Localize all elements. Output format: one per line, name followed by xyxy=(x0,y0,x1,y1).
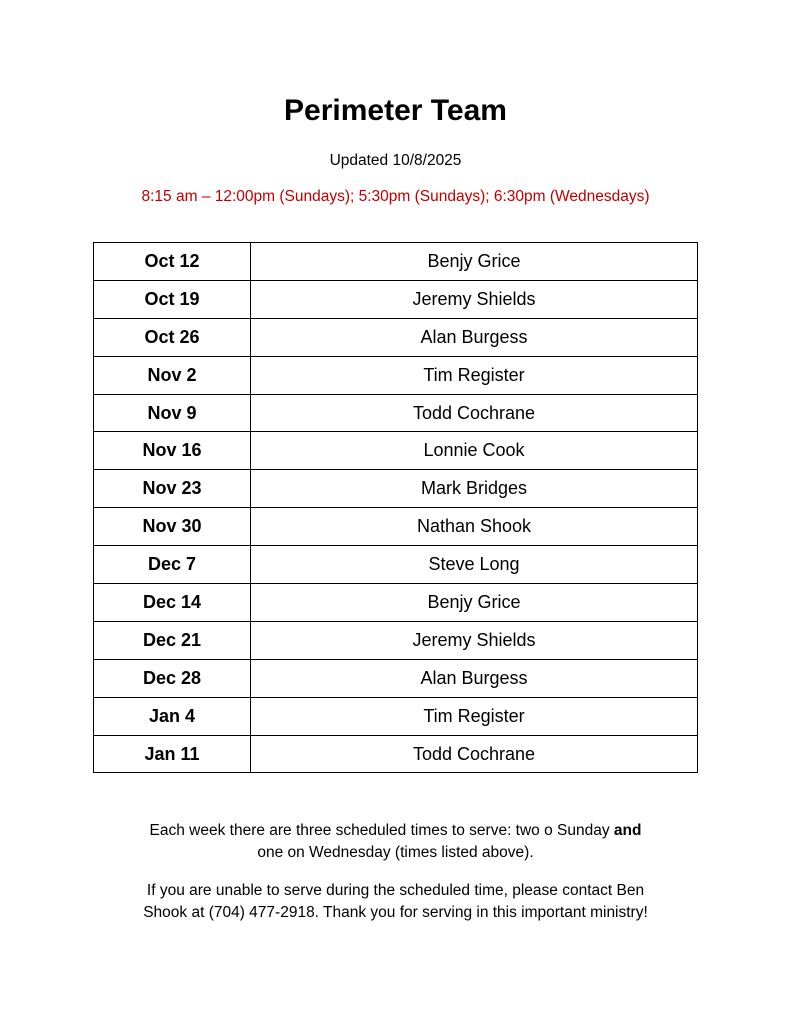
schedule-date: Nov 30 xyxy=(94,508,251,546)
table-row xyxy=(94,394,698,432)
schedule-date: Nov 16 xyxy=(94,432,251,470)
table-row xyxy=(94,508,698,546)
schedule-date: Nov 23 xyxy=(94,470,251,508)
schedule-date: Dec 14 xyxy=(94,584,251,622)
schedule-name: Alan Burgess xyxy=(251,318,698,356)
table-row xyxy=(94,735,698,773)
serving-note-text: Each week there are three scheduled times to serve: two o Sunday xyxy=(149,822,614,839)
contact-note xyxy=(0,880,791,924)
schedule-name: Benjy Grice xyxy=(251,584,698,622)
table-row xyxy=(94,318,698,356)
schedule-date: Dec 7 xyxy=(94,546,251,584)
table-row xyxy=(94,659,698,697)
schedule-name: Tim Register xyxy=(251,697,698,735)
schedule-table-body xyxy=(94,243,698,773)
serving-note-emphasis: and xyxy=(613,822,642,839)
schedule-date: Jan 4 xyxy=(94,697,251,735)
schedule-name: Mark Bridges xyxy=(251,470,698,508)
contact-note-line-2: Shook at (704) 477-2918. Thank you for serving in this important ministry! xyxy=(143,904,648,921)
schedule-name: Lonnie Cook xyxy=(251,432,698,470)
schedule-name: Alan Burgess xyxy=(251,659,698,697)
schedule-name: Jeremy Shields xyxy=(251,621,698,659)
schedule-name: Benjy Grice xyxy=(251,243,698,281)
table-row xyxy=(94,470,698,508)
schedule-date: Jan 11 xyxy=(94,735,251,773)
table-row xyxy=(94,697,698,735)
table-row xyxy=(94,584,698,622)
schedule-name: Nathan Shook xyxy=(251,508,698,546)
schedule-name: Todd Cochrane xyxy=(251,735,698,773)
schedule-date: Oct 19 xyxy=(94,280,251,318)
serving-note xyxy=(0,820,791,864)
table-row xyxy=(94,432,698,470)
schedule-date: Nov 9 xyxy=(94,394,251,432)
table-row xyxy=(94,621,698,659)
page-title: Perimeter Team xyxy=(284,94,507,127)
schedule-date: Oct 26 xyxy=(94,318,251,356)
table-row xyxy=(94,356,698,394)
updated-date: Updated 10/8/2025 xyxy=(329,152,462,169)
schedule-date: Dec 21 xyxy=(94,621,251,659)
table-row xyxy=(94,546,698,584)
schedule-date: Dec 28 xyxy=(94,659,251,697)
service-times: 8:15 am – 12:00pm (Sundays); 5:30pm (Sundays); 6:30pm (Wednesdays) xyxy=(141,188,650,205)
table-row xyxy=(94,280,698,318)
schedule-date: Oct 12 xyxy=(94,243,251,281)
contact-note-line-1: If you are unable to serve during the scheduled time, please contact Ben xyxy=(146,882,645,899)
serving-note-line-1 xyxy=(0,820,791,842)
schedule-name: Steve Long xyxy=(251,546,698,584)
schedule-name: Tim Register xyxy=(251,356,698,394)
schedule-table xyxy=(93,242,698,773)
schedule-name: Todd Cochrane xyxy=(251,394,698,432)
schedule-date: Nov 2 xyxy=(94,356,251,394)
table-row xyxy=(94,243,698,281)
serving-note-line-2: one on Wednesday (times listed above). xyxy=(257,844,534,861)
schedule-name: Jeremy Shields xyxy=(251,280,698,318)
